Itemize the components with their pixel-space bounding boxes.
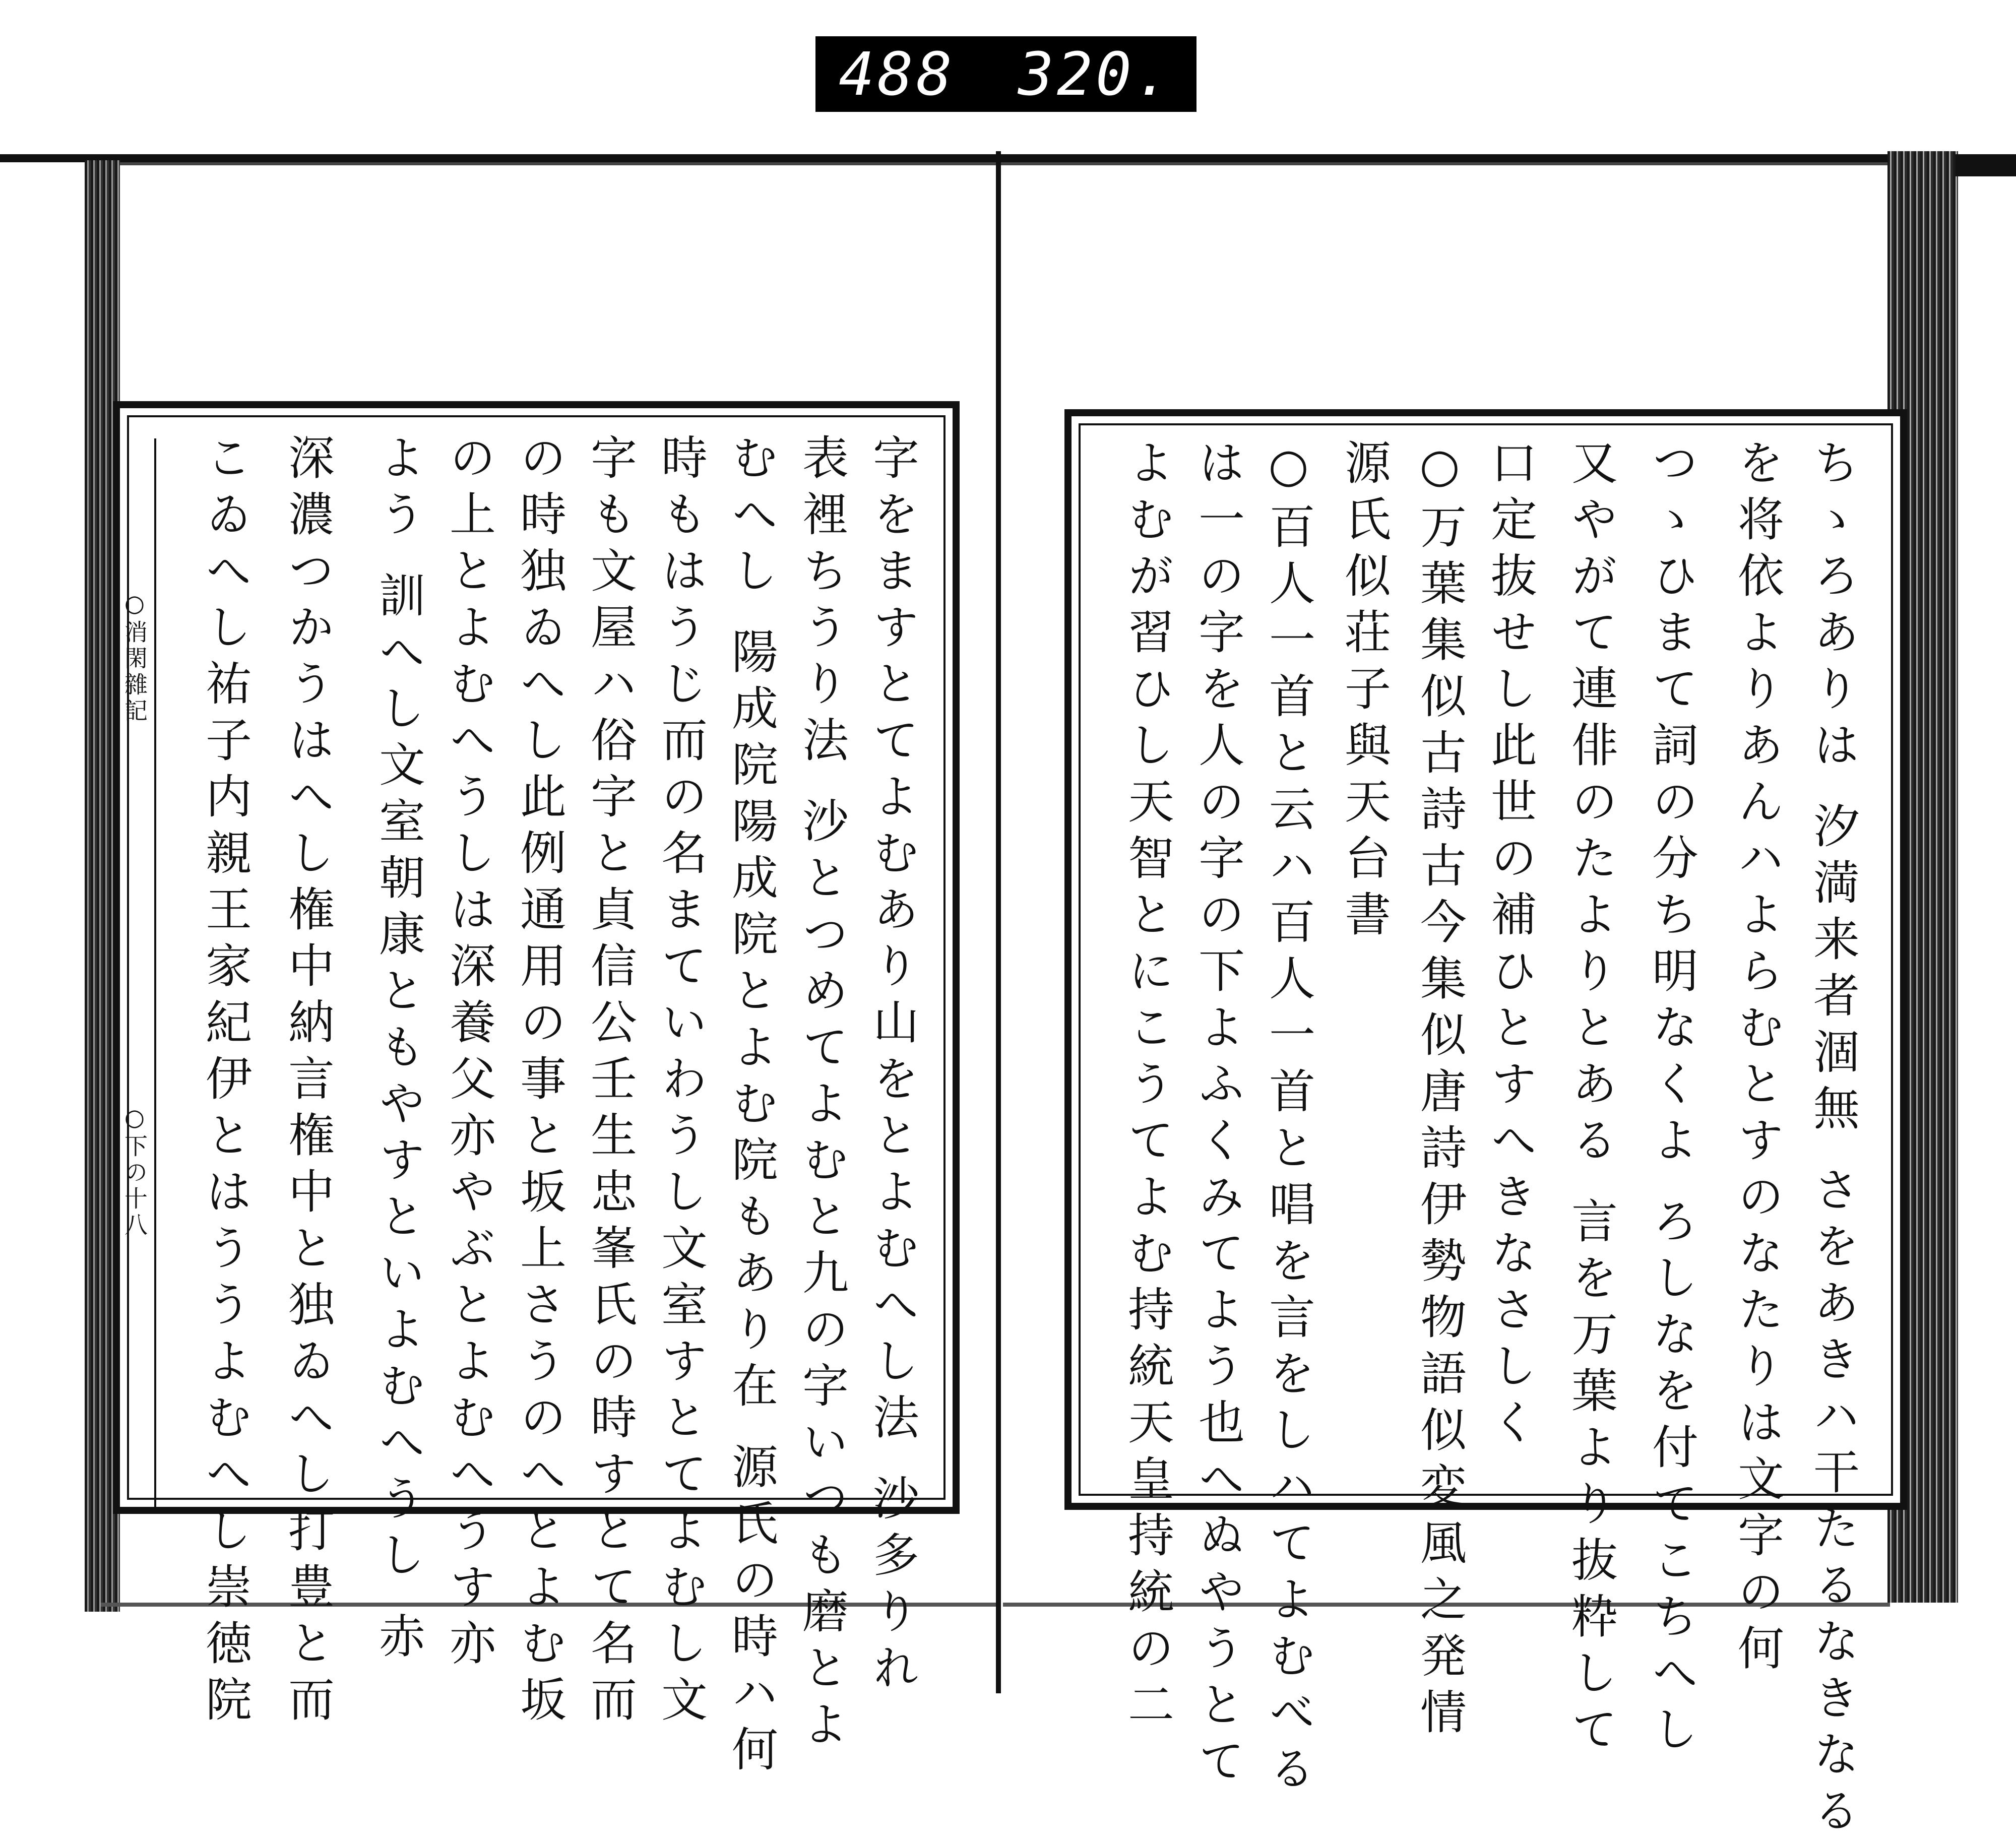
left-page-column-10: こゐへし祐子内親王家紀伊とはううよむへし崇徳院: [198, 433, 252, 1732]
frame-number-left: 488: [839, 39, 956, 109]
left-page-column-1: 字をますとてよむあり山をとよむへし法 沙多りれ: [865, 433, 919, 1700]
folio-number: ○下の十八: [121, 1104, 148, 1239]
right-page-column-2: を将依よりあんハよらむとすのなたりは文字の何: [1730, 438, 1784, 1680]
left-page-margin-rule: [154, 438, 156, 1507]
right-page-column-5: 口定抜せし此世の補ひとすへきなさしく: [1483, 438, 1537, 1454]
right-page-column-4: 又やがて連俳のたよりとある 言を万葉より抜粋して: [1564, 438, 1618, 1762]
left-page-column-8: よう 訓へし文室朝康ともやすといよむへうし 赤: [371, 433, 425, 1669]
left-page-column-6: の時独ゐへし此例通用の事と坂上さうのへとよむ坂: [513, 433, 566, 1732]
frame-number-plate: [815, 36, 1196, 112]
left-page-column-4: 時もはうじ而の名まていわうし文室すとてよむし文: [654, 433, 708, 1732]
left-page-column-2: 表裡ちうり法 沙とつめてよむと九の字いつも磨とよ: [795, 433, 849, 1757]
left-page-column-3: むへし 陽成院陽成院とよむ院もあり在 源氏の時ハ何: [724, 433, 778, 1782]
right-page-column-3: つゝひまて詞の分ち明なくよ ろしなを付てこちへし: [1645, 438, 1698, 1762]
left-page-column-9: 深濃つかうはへし権中納言権中と独ゐへし打豊と而: [281, 433, 335, 1732]
left-page-column-5: 字も文屋ハ俗字と貞信公壬生忠峯氏の時すとて名而: [583, 433, 637, 1732]
book-spine: [996, 151, 1001, 1693]
book-top-edge: [0, 154, 2016, 162]
right-page-column-6: ○万葉集似古詩古今集似唐詩伊勢物語似変風之発情: [1413, 438, 1467, 1744]
right-page-column-1: ちゝろありは 汐満来者涸無 さをあきハ干たるなきなる: [1806, 438, 1860, 1843]
right-page-column-7: 源氏似荘子與天台書: [1337, 438, 1391, 946]
book-title-margin: ○消閑雜記: [121, 590, 148, 725]
left-page-column-7: の上とよむへうしは深養父亦やぶとよむへうす亦: [442, 433, 496, 1675]
right-cover-edge: [1956, 154, 2016, 176]
right-page-column-10: よむが習ひし天智とにこうてよむ持統天皇持統の二: [1120, 438, 1174, 1737]
frame-number-right: 320.: [1018, 39, 1173, 109]
right-page-column-9: は一の字を人の字の下よふくみてよう也へぬやうとて: [1191, 438, 1245, 1793]
right-page-column-8: ○百人一首と云ハ百人一首と唱を言をしハてよむべる: [1262, 438, 1315, 1801]
book-top-edge-inner: [117, 162, 1911, 165]
